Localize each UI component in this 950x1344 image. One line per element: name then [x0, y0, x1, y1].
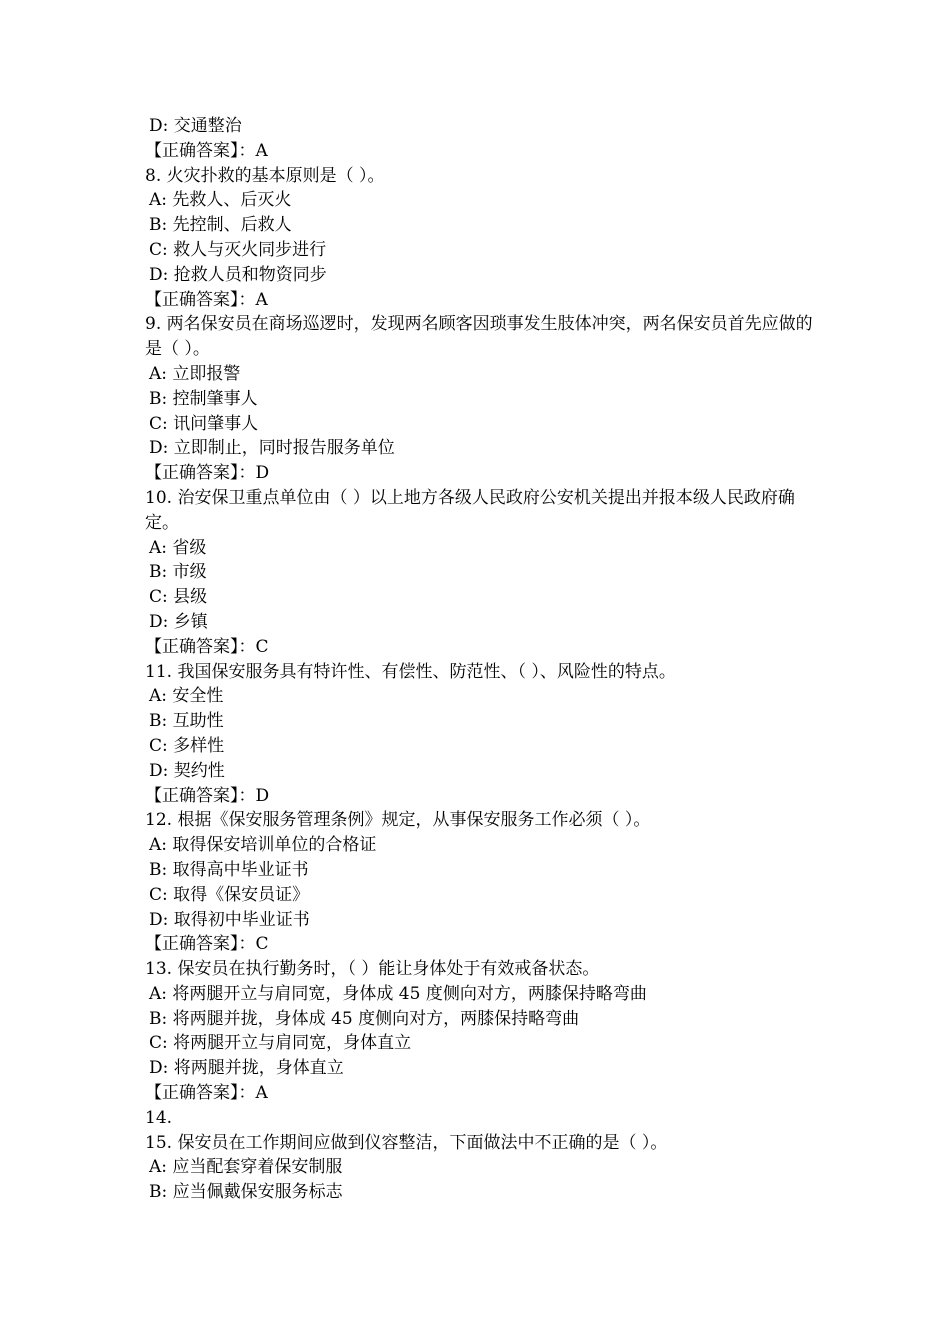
option-line: C: 取得《保安员证》: [149, 884, 310, 905]
answer-line: 【正确答案】：C: [145, 934, 269, 955]
option-line: B: 先控制、后救人: [149, 215, 292, 236]
question-line: 8. 火灾扑救的基本原则是（ ）。: [145, 165, 385, 186]
option-line: D: 抢救人员和物资同步: [149, 264, 327, 285]
option-line: D: 立即制止，同时报告服务单位: [149, 438, 395, 459]
answer-line: 【正确答案】：A: [145, 1083, 268, 1104]
option-line: D: 交通整治: [149, 116, 242, 136]
question-line: 10. 治安保卫重点单位由（ ）以上地方各级人民政府公安机关提出并报本级人民政府确定。: [145, 487, 795, 533]
option-line: C: 讯问肇事人: [149, 413, 259, 434]
option-line: B: 应当佩戴保安服务标志: [149, 1182, 343, 1203]
option-line: A: 安全性: [149, 686, 224, 707]
answer-line: 【正确答案】：D: [145, 785, 270, 806]
option-line: B: 控制肇事人: [149, 388, 258, 409]
question-line: 12. 根据《保安服务管理条例》规定，从事保安服务工作必须（ ）。: [145, 810, 651, 831]
answer-line: 【正确答案】：D: [145, 463, 270, 484]
question-line: 15. 保安员在工作期间应做到仪容整洁，下面做法中不正确的是（ ）。: [145, 1132, 668, 1153]
question-line: 9. 两名保安员在商场巡逻时，发现两名顾客因琐事发生肢体冲突，两名保安员首先应做的是（ ）。: [145, 314, 813, 360]
option-line: B: 市级: [149, 562, 207, 583]
option-line: B: 将两腿并拢，身体成 45 度侧向对方，两膝保持略弯曲: [149, 1008, 580, 1029]
answer-line: 【正确答案】：C: [145, 636, 269, 657]
option-line: C: 将两腿开立与肩同宽，身体直立: [149, 1033, 412, 1054]
option-line: C: 多样性: [149, 735, 225, 756]
option-line: C: 县级: [149, 587, 208, 608]
answer-line: 【正确答案】：A: [145, 140, 268, 161]
document-body: [145, 114, 815, 1205]
option-line: A: 立即报警: [149, 363, 241, 384]
option-line: D: 乡镇: [149, 611, 208, 632]
option-line: D: 将两腿并拢，身体直立: [149, 1058, 344, 1079]
option-line: D: 取得初中毕业证书: [149, 909, 310, 930]
answer-line: 【正确答案】：A: [145, 289, 268, 310]
question-line: 13. 保安员在执行勤务时，（ ）能让身体处于有效戒备状态。: [145, 959, 600, 980]
option-line: B: 取得高中毕业证书: [149, 859, 309, 880]
option-line: A: 应当配套穿着保安制服: [149, 1157, 343, 1178]
option-line: A: 省级: [149, 537, 207, 558]
option-line: B: 互助性: [149, 711, 224, 732]
option-line: A: 先救人、后灭火: [149, 190, 292, 211]
option-line: C: 救人与灭火同步进行: [149, 239, 327, 260]
question-line: 11. 我国保安服务具有特许性、有偿性、防范性、（ ）、风险性的特点。: [145, 661, 676, 682]
option-line: D: 契约性: [149, 760, 225, 781]
question-line: 14.: [145, 1107, 173, 1128]
option-line: A: 取得保安培训单位的合格证: [149, 835, 377, 856]
option-line: A: 将两腿开立与肩同宽，身体成 45 度侧向对方，两膝保持略弯曲: [149, 983, 647, 1004]
